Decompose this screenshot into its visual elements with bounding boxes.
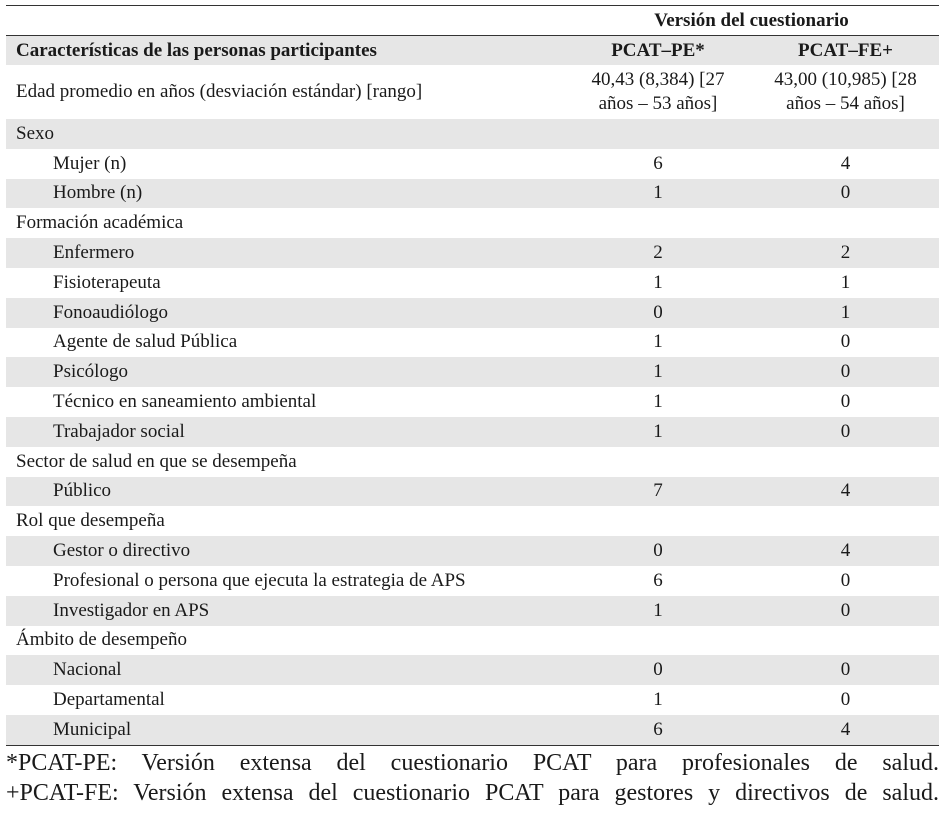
pcat-pe-value: 1	[564, 357, 752, 387]
characteristics-header: Características de las personas participantes	[6, 36, 564, 66]
pcat-pe-header: PCAT–PE*	[564, 36, 752, 66]
pcat-fe-value: 0	[752, 179, 939, 209]
pcat-pe-value: 0	[564, 298, 752, 328]
table-row	[6, 626, 939, 656]
category-label: Sector de salud en que se desempeña	[16, 450, 297, 472]
pcat-pe-value: 7	[564, 477, 752, 507]
row-label: Municipal	[6, 715, 564, 745]
row-label: Nacional	[6, 655, 564, 685]
pcat-fe-value: 0	[752, 596, 939, 626]
table-row	[6, 685, 939, 715]
row-label: Profesional o persona que ejecuta la estrategia de APS	[53, 569, 466, 591]
pcat-pe-value	[564, 626, 752, 656]
row-label: Investigador en APS	[6, 596, 564, 626]
table-row	[6, 596, 939, 626]
table-row	[6, 506, 939, 536]
pcat-pe-value: 6	[564, 715, 752, 745]
footnote-pcat-pe: *PCAT-PE: Versión extensa del cuestionario PCAT para profesionales de salud.	[6, 750, 939, 776]
pcat-fe-value	[752, 447, 939, 477]
pcat-fe-value: 4	[840, 152, 851, 174]
pcat-fe-value: 0	[752, 357, 939, 387]
pcat-pe-value: 1	[653, 271, 663, 293]
pcat-fe-value: 1	[840, 271, 851, 293]
row-label: Psicólogo	[6, 357, 564, 387]
pcat-pe-value: 0	[564, 655, 752, 685]
table-row	[6, 268, 939, 298]
table-row	[6, 179, 939, 209]
category-label: Rol que desempeña	[16, 510, 165, 532]
pcat-pe-value	[564, 208, 752, 238]
row-label: Trabajador social	[6, 417, 564, 447]
pcat-fe-value: 0	[840, 331, 851, 353]
pcat-fe-value	[752, 208, 939, 238]
category-label: Formación académica	[16, 212, 184, 234]
age-pcat-fe-value	[752, 65, 939, 119]
table-row	[6, 447, 939, 477]
row-label: Enfermero	[6, 238, 564, 268]
age-pcat-pe-value	[564, 65, 752, 119]
row-label: Gestor o directivo	[6, 536, 564, 566]
category-label: Sexo	[6, 119, 564, 149]
age-pe-line2: años – 53 años]	[598, 93, 718, 114]
table-row	[6, 566, 939, 596]
age-fe-line1: 43,00 (10,985) [28	[774, 69, 917, 90]
table-row	[6, 208, 939, 238]
pcat-fe-value	[752, 119, 939, 149]
pcat-pe-value: 1	[653, 689, 663, 711]
category-label: Ámbito de desempeño	[16, 629, 187, 651]
row-label: Técnico en saneamiento ambiental	[53, 391, 317, 413]
pcat-pe-value: 1	[564, 596, 752, 626]
pcat-fe-value: 0	[840, 391, 851, 413]
table-row	[6, 238, 939, 268]
age-row	[6, 65, 939, 119]
table-row	[6, 119, 939, 149]
column-header-row	[6, 36, 939, 66]
table-row	[6, 149, 939, 179]
row-label: Público	[6, 477, 564, 507]
pcat-fe-value	[752, 506, 939, 536]
pcat-pe-value: 1	[564, 417, 752, 447]
table-row	[6, 387, 939, 417]
pcat-fe-value: 4	[752, 477, 939, 507]
pcat-fe-value: 0	[840, 689, 851, 711]
footnote-pcat-fe: +PCAT-FE: Versión extensa del cuestionario PCAT para gestores y directivos de salud.	[6, 780, 939, 806]
table-row	[6, 715, 939, 745]
questionnaire-version-header: Versión del cuestionario	[564, 6, 939, 36]
pcat-pe-value: 6	[653, 152, 663, 174]
row-label: Fisioterapeuta	[53, 271, 161, 293]
row-label: Fonoaudiólogo	[6, 298, 564, 328]
age-label: Edad promedio en años (desviación estándar) [rango]	[16, 81, 423, 102]
pcat-fe-value: 2	[752, 238, 939, 268]
pcat-fe-value: 1	[752, 298, 939, 328]
participants-table-container	[6, 5, 939, 746]
row-label: Agente de salud Pública	[53, 331, 238, 353]
pcat-pe-value	[564, 119, 752, 149]
pcat-pe-value: 1	[653, 331, 663, 353]
table-row	[6, 357, 939, 387]
table-row	[6, 328, 939, 358]
pcat-pe-value: 1	[564, 179, 752, 209]
pcat-pe-value	[564, 506, 752, 536]
pcat-fe-value: 0	[752, 655, 939, 685]
pcat-pe-value	[564, 447, 752, 477]
table-row	[6, 417, 939, 447]
table-row	[6, 477, 939, 507]
pcat-fe-value: 0	[840, 569, 851, 591]
pcat-pe-value: 6	[653, 569, 663, 591]
table-row	[6, 655, 939, 685]
pcat-pe-value: 2	[564, 238, 752, 268]
age-fe-line2: años – 54 años]	[786, 93, 905, 114]
group-header-row	[6, 6, 939, 36]
pcat-fe-value: 4	[752, 715, 939, 745]
table-footnotes	[6, 748, 939, 808]
row-label: Departamental	[53, 689, 165, 711]
pcat-fe-value	[752, 626, 939, 656]
pcat-fe-value: 0	[752, 417, 939, 447]
age-pe-line1: 40,43 (8,384) [27	[591, 69, 725, 90]
table-row	[6, 298, 939, 328]
row-label: Hombre (n)	[6, 179, 564, 209]
pcat-fe-header: PCAT–FE+	[752, 36, 939, 66]
pcat-fe-value: 4	[752, 536, 939, 566]
group-header-spacer	[6, 6, 564, 36]
pcat-pe-value: 0	[564, 536, 752, 566]
pcat-pe-value: 1	[653, 391, 663, 413]
table-row	[6, 536, 939, 566]
row-label: Mujer (n)	[53, 152, 127, 174]
participants-table	[6, 5, 939, 746]
